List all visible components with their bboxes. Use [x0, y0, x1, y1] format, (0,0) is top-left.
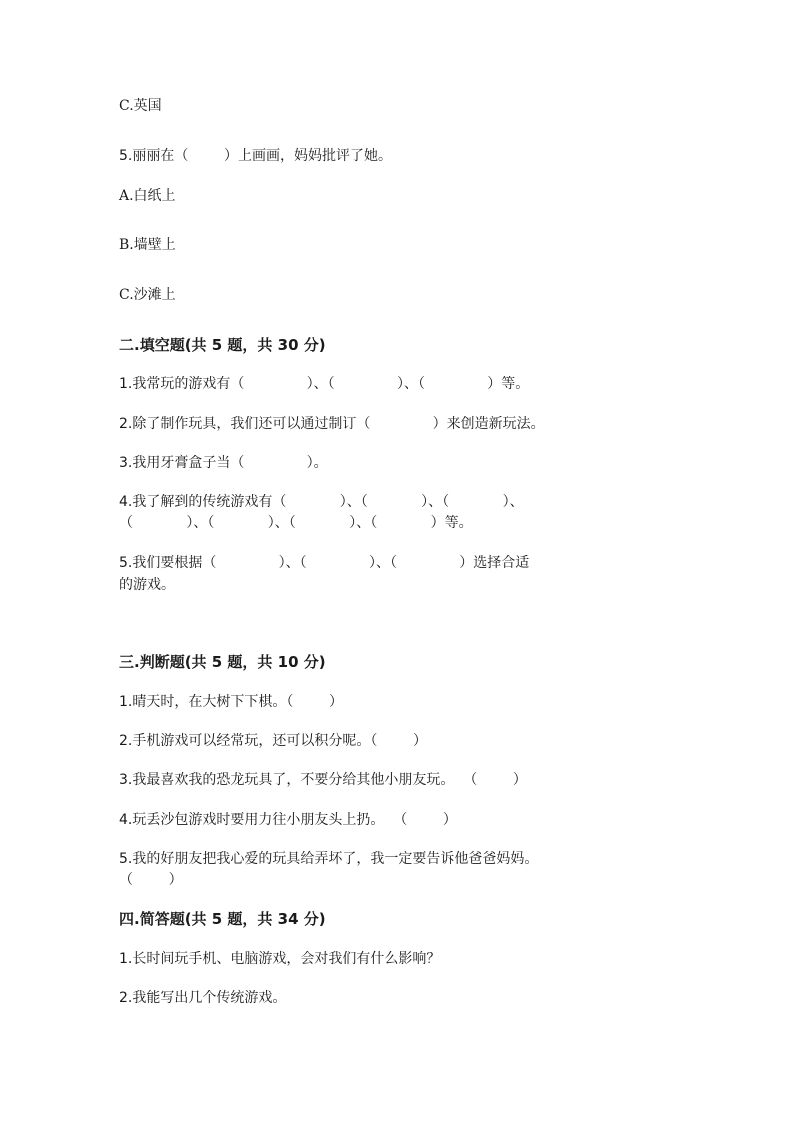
fill-question-2: 2.除了制作玩具，我们还可以通过制订（ ）来创造新玩法。: [119, 416, 545, 432]
short-answer-question-1: 1.长时间玩手机、电脑游戏，会对我们有什么影响？: [119, 951, 441, 967]
option-c-uk: C.英国: [119, 98, 162, 114]
question-5-stem: 5.丽丽在（ ）上画画，妈妈批评了她。: [119, 148, 392, 164]
fill-question-4-line-1: 4.我了解到的传统游戏有（ ）、（ ）、（ ）、: [119, 494, 524, 510]
judge-question-4: 4.玩丢沙包游戏时要用力往小朋友头上扔。 （ ）: [119, 812, 457, 828]
judge-question-2: 2.手机游戏可以经常玩，还可以积分呢。（ ）: [119, 733, 427, 749]
option-a: A.白纸上: [119, 188, 176, 204]
option-b: B.墙壁上: [119, 237, 176, 253]
short-answer-question-2: 2.我能写出几个传统游戏。: [119, 990, 287, 1006]
fill-question-3: 3.我用牙膏盒子当（ ）。: [119, 455, 328, 471]
section-2-heading: 二.填空题(共 5 题，共 30 分): [119, 336, 326, 354]
section-4-heading: 四.简答题(共 5 题，共 34 分): [119, 910, 326, 928]
judge-question-3: 3.我最喜欢我的恐龙玩具了，不要分给其他小朋友玩。 （ ）: [119, 772, 527, 788]
fill-question-4-line-2: （ ）、（ ）、（ ）、（ ）等。: [119, 515, 473, 531]
judge-question-5-line-2: （ ）: [119, 872, 183, 888]
fill-question-1: 1.我常玩的游戏有（ ）、（ ）、（ ）等。: [119, 376, 530, 392]
option-c: C.沙滩上: [119, 287, 176, 303]
judge-question-1: 1.晴天时，在大树下下棋。（ ）: [119, 694, 343, 710]
section-3-heading: 三.判断题(共 5 题，共 10 分): [119, 653, 326, 671]
fill-question-5-line-2: 的游戏。: [119, 577, 175, 593]
judge-question-5-line-1: 5.我的好朋友把我心爱的玩具给弄坏了，我一定要告诉他爸爸妈妈。: [119, 851, 539, 867]
fill-question-5-line-1: 5.我们要根据（ ）、（ ）、（ ）选择合适: [119, 555, 530, 571]
